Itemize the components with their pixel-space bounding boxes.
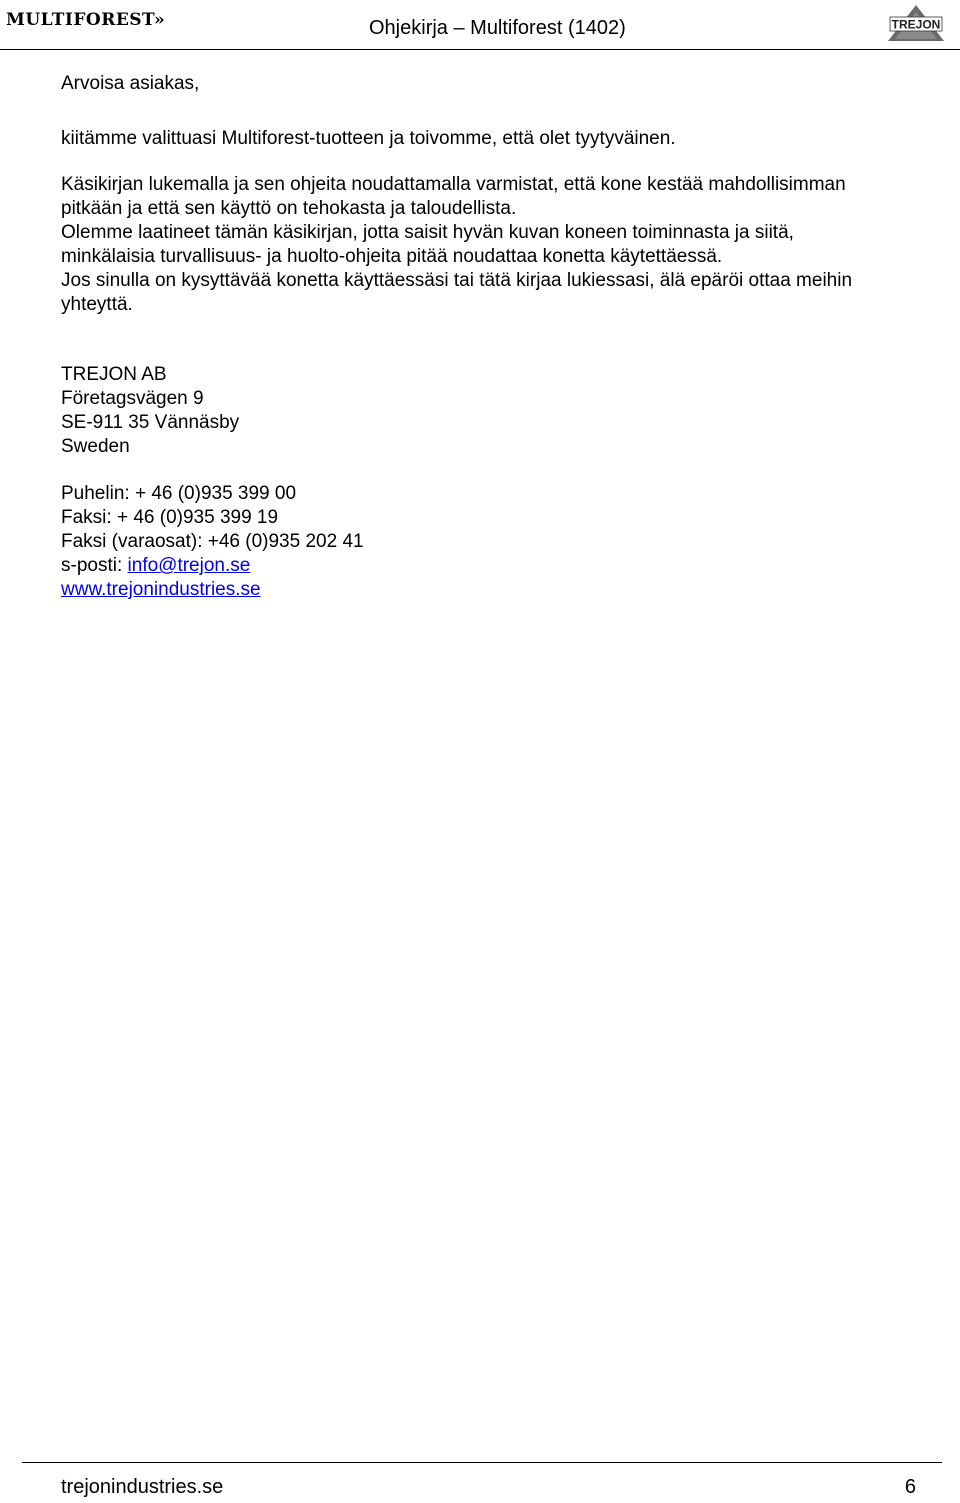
- document-title: Ohjekirja – Multiforest (1402): [369, 17, 626, 39]
- fax-number: Faksi: + 46 (0)935 399 19: [61, 507, 279, 528]
- header-divider: [0, 49, 960, 50]
- multiforest-brand: [6, 10, 165, 30]
- brand-name: MULTIFOREST: [6, 10, 154, 30]
- paragraph-line: Olemme laatineet tämän käsikirjan, jotta saisit hyvän kuvan koneen toiminnasta ja siitä,: [61, 222, 794, 243]
- website-row: [61, 578, 941, 602]
- brand-mark: »: [153, 10, 166, 30]
- website-link[interactable]: www.trejonindustries.se: [61, 579, 261, 600]
- postal-address: SE-911 35 Vännäsby: [61, 412, 240, 433]
- paragraph-line: pitkään ja että sen käyttö on tehokasta ja taloudellista.: [61, 198, 517, 219]
- letter-content: [61, 72, 941, 602]
- paragraph-line: Jos sinulla on kysyttävää konetta käyttäessäsi tai tätä kirjaa lukiessasi, älä epäröi ottaa meihin: [61, 270, 853, 291]
- country: Sweden: [61, 436, 130, 457]
- trejon-logo-icon: [887, 4, 945, 42]
- footer-divider: [22, 1462, 942, 1463]
- salutation: Arvoisa asiakas,: [61, 73, 200, 94]
- thanks-line: kiitämme valittuasi Multiforest-tuotteen ja toivomme, että olet tyytyväinen.: [61, 128, 676, 149]
- page-header: [0, 0, 960, 52]
- intro-paragraph: [61, 173, 941, 317]
- contact-info: [61, 482, 941, 602]
- street-address: Företagsvägen 9: [61, 388, 204, 409]
- company-name: TREJON AB: [61, 364, 167, 385]
- page-number: 6: [904, 1476, 916, 1498]
- paragraph-line: minkälaisia turvallisuus- ja huolto-ohjeita pitää noudattaa konetta käytettäessä.: [61, 246, 723, 267]
- paragraph-line: Käsikirjan lukemalla ja sen ohjeita noudattamalla varmistat, että kone kestää mahdollisimman: [61, 174, 846, 195]
- email-row: [61, 554, 941, 578]
- fax-parts-number: Faksi (varaosat): +46 (0)935 202 41: [61, 531, 364, 552]
- phone-number: Puhelin: + 46 (0)935 399 00: [61, 483, 297, 504]
- paragraph-line: yhteyttä.: [61, 294, 133, 315]
- footer-site: trejonindustries.se: [61, 1476, 224, 1498]
- email-link[interactable]: info@trejon.se: [127, 555, 251, 576]
- email-label: s-posti:: [61, 555, 128, 576]
- logo-text: TREJON: [891, 17, 941, 32]
- company-address: [61, 363, 941, 459]
